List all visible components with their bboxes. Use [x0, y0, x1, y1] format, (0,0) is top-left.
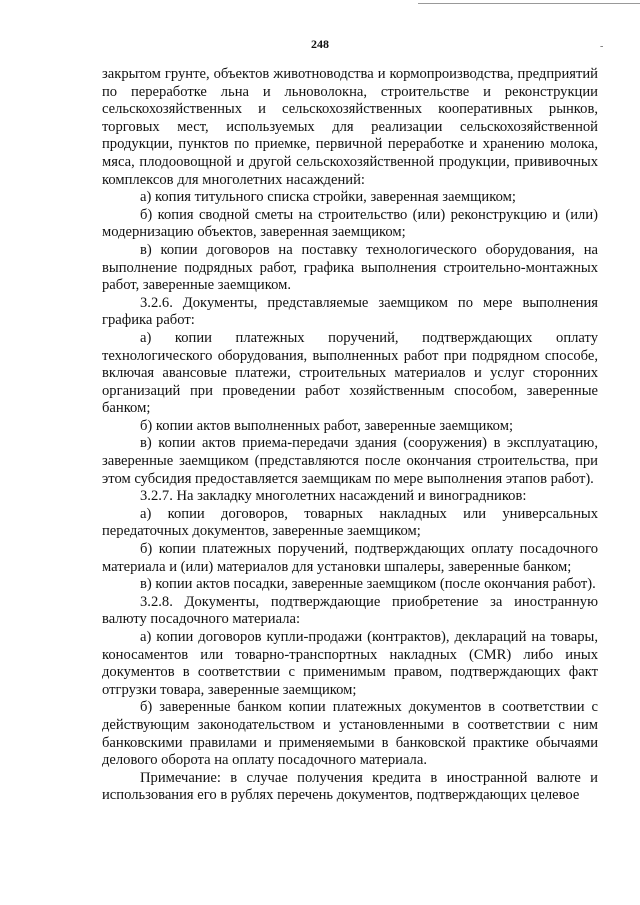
paragraph: 3.2.7. На закладку многолетних насаждений и виноградников: [140, 488, 527, 505]
paragraph: а) копия титульного списка стройки, заверенная заемщиком; [140, 189, 516, 206]
paragraph: а) копии договоров, товарных накладных или универсальных передаточных документов, заверенные заемщиком; [102, 505, 598, 540]
paragraph: закрытом грунте, объектов животноводства и кормопроизводства, предприятий по переработке льна и льноволокна, строительстве и реконструкции сельскохозяйственных и сельскохозяйственных кооперативных рынков, торговых мест, используемых для реализации сельскохозяйственной продукции, пунктов по приемке, первичной переработке и хранению молока, мяса, плодоовощной и другой сельскохозяйственной продукции, прививочных комплексов для многолетних насаждений: [102, 66, 598, 188]
paragraph: в) копии договоров на поставку технологического оборудования, на выполнение подрядных работ, графика выполнения строительно-монтажных работ, заверенные заемщиком. [102, 241, 598, 294]
corner-mark: - [600, 41, 604, 52]
page-number: 248 [311, 37, 329, 51]
top-edge-line [418, 3, 640, 4]
paragraph: б) заверенные банком копии платежных документов в соответствии с действующим законодательством и установленными в соответствии с ним банковскими правилами и применяемыми в банковской практике обычаями делового оборота на оплату посадочного материала. [102, 699, 598, 769]
paragraph: а) копии договоров купли-продажи (контрактов), деклараций на товары, коносаментов или товарно-транспортных накладных (CMR) либо иных документов в соответствии с применимым правом, подтверждающих факт отгрузки товара, заверенные заемщиком; [102, 629, 598, 698]
paragraph: а) копии платежных поручений, подтверждающих оплату технологического оборудования, выполненных работ при подрядном способе, включая авансовые платежи, строительных материалов и услуг сторонних организаций при проведении работ хозяйственным способом, заверенные банком; [102, 329, 598, 417]
paragraph: б) копии актов выполненных работ, заверенные заемщиком; [140, 417, 513, 434]
paragraph: б) копии платежных поручений, подтверждающих оплату посадочного материала и (или) материалов для установки шпалеры, заверенные банком; [102, 541, 598, 575]
paragraph: в) копии актов посадки, заверенные заемщиком (после окончания работ). [140, 576, 596, 593]
paragraph: в) копии актов приема-передачи здания (сооружения) в эксплуатацию, заверенные заемщиком (представляются после окончания строительства, при этом субсидия предоставляется заемщикам по мере выполнения этапов работ). [102, 435, 598, 487]
paragraph: 3.2.6. Документы, представляемые заемщиком по мере выполнения графика работ: [102, 294, 598, 329]
paragraph: Примечание: в случае получения кредита в иностранной валюте и использования его в рублях перечень документов, подтверждающих целевое [102, 769, 598, 804]
paragraph: б) копия сводной сметы на строительство (или) реконструкцию и (или) модернизацию объектов, заверенная заемщиком; [102, 206, 598, 241]
paragraph: 3.2.8. Документы, подтверждающие приобретение за иностранную валюту посадочного материала: [102, 593, 598, 628]
document-body [102, 66, 598, 805]
